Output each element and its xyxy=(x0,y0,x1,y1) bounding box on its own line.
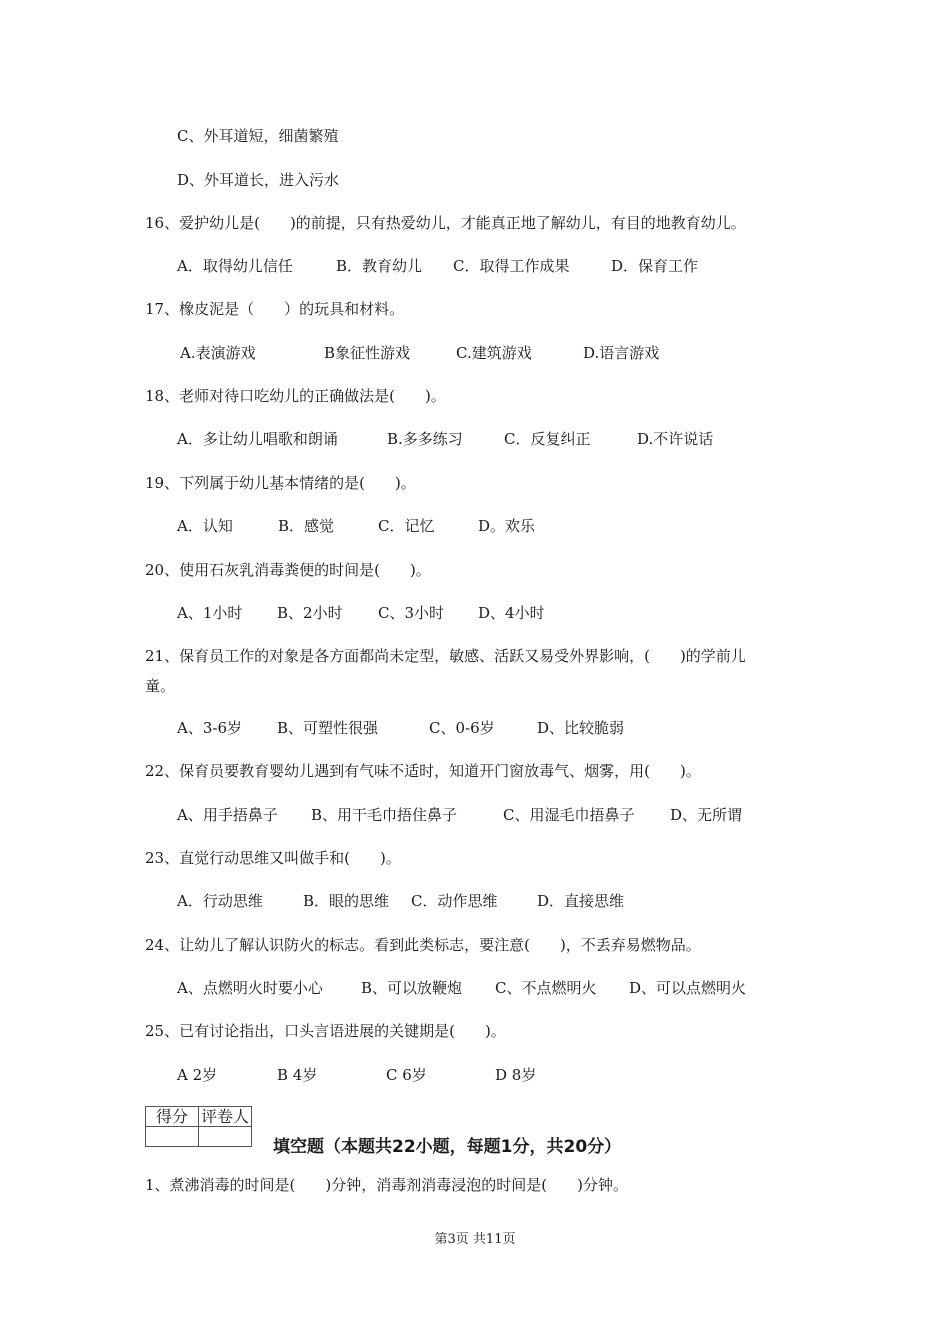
q18-option-b: B.多多练习 xyxy=(387,430,463,448)
fill-question-1: 1、煮沸消毒的时间是( )分钟，消毒剂消毒浸泡的时间是( )分钟。 xyxy=(145,1176,628,1194)
q23-option-c: C．动作思维 xyxy=(411,892,498,910)
q21-stem-continued: 童。 xyxy=(145,677,176,695)
q18-stem: 18、老师对待口吃幼儿的正确做法是( )。 xyxy=(145,387,446,405)
q23-option-a: A．行动思维 xyxy=(177,892,263,910)
page-footer: 第3页 共11页 xyxy=(434,1232,516,1247)
q25-option-a: A 2岁 xyxy=(177,1066,218,1084)
q16-option-d: D．保育工作 xyxy=(611,257,699,275)
q16-option-a: A．取得幼儿信任 xyxy=(177,257,293,275)
q20-option-d: D、4小时 xyxy=(478,604,545,622)
score-table-empty-row xyxy=(146,1127,252,1147)
q22-option-d: D、无所谓 xyxy=(670,806,743,824)
q25-option-b: B 4岁 xyxy=(277,1066,318,1084)
q19-stem: 19、下列属于幼儿基本情绪的是( )。 xyxy=(145,474,416,492)
q23-stem: 23、直觉行动思维又叫做手和( )。 xyxy=(145,849,401,867)
q15-option-c: C、外耳道短，细菌繁殖 xyxy=(177,127,339,145)
q17-option-d: D.语言游戏 xyxy=(583,344,660,362)
reviewer-cell xyxy=(199,1127,252,1147)
q17-option-c: C.建筑游戏 xyxy=(456,344,532,362)
q20-option-c: C、3小时 xyxy=(378,604,445,622)
score-label: 得分 xyxy=(146,1107,199,1127)
q22-option-c: C、用湿毛巾捂鼻子 xyxy=(503,806,635,824)
score-cell xyxy=(146,1127,199,1147)
reviewer-label: 评卷人 xyxy=(199,1107,252,1127)
q25-option-d: D 8岁 xyxy=(495,1066,537,1084)
q24-option-a: A、点燃明火时要小心 xyxy=(177,979,323,997)
q22-option-a: A、用手捂鼻子 xyxy=(177,806,278,824)
q19-option-a: A．认知 xyxy=(177,517,233,535)
q21-option-c: C、0-6岁 xyxy=(429,719,495,737)
q21-option-a: A、3-6岁 xyxy=(177,719,242,737)
q22-option-b: B、用干毛巾捂住鼻子 xyxy=(311,806,458,824)
q21-stem: 21、保育员工作的对象是各方面都尚未定型，敏感、活跃又易受外界影响，( )的学前儿 xyxy=(145,647,746,665)
q23-option-b: B．眼的思维 xyxy=(303,892,390,910)
q19-option-d: D。欢乐 xyxy=(478,517,536,535)
q25-stem: 25、已有讨论指出，口头言语进展的关键期是( )。 xyxy=(145,1022,506,1040)
q24-option-c: C、不点燃明火 xyxy=(495,979,597,997)
q20-option-a: A、1小时 xyxy=(177,604,243,622)
q18-option-a: A．多让幼儿唱歌和朗诵 xyxy=(177,430,338,448)
q21-option-b: B、可塑性很强 xyxy=(277,719,379,737)
q24-stem: 24、让幼儿了解认识防火的标志。看到此类标志，要注意( )，不丢弃易燃物品。 xyxy=(145,936,701,954)
q19-option-b: B．感觉 xyxy=(278,517,335,535)
section-title: 填空题（本题共22小题，每题1分，共20分） xyxy=(273,1137,622,1157)
q20-stem: 20、使用石灰乳消毒粪便的时间是( )。 xyxy=(145,561,431,579)
q18-option-d: D.不许说话 xyxy=(637,430,714,448)
q17-option-a: A.表演游戏 xyxy=(180,344,256,362)
q16-stem: 16、爱护幼儿是( )的前提，只有热爱幼儿，才能真正地了解幼儿，有目的地教育幼儿。 xyxy=(145,214,746,232)
q19-option-c: C．记忆 xyxy=(378,517,435,535)
q22-stem: 22、保育员要教育婴幼儿遇到有气味不适时，知道开门窗放毒气、烟雾，用( )。 xyxy=(145,762,701,780)
q16-option-c: C．取得工作成果 xyxy=(453,257,570,275)
q21-option-d: D、比较脆弱 xyxy=(537,719,625,737)
q25-option-c: C 6岁 xyxy=(386,1066,427,1084)
q15-option-d: D、外耳道长，进入污水 xyxy=(177,171,340,189)
q24-option-d: D、可以点燃明火 xyxy=(629,979,747,997)
q18-option-c: C．反复纠正 xyxy=(504,430,591,448)
score-table-header-row xyxy=(146,1107,252,1127)
q17-option-b: B象征性游戏 xyxy=(324,344,411,362)
score-table xyxy=(145,1106,252,1147)
q17-stem: 17、橡皮泥是（ ）的玩具和材料。 xyxy=(145,300,405,318)
q24-option-b: B、可以放鞭炮 xyxy=(361,979,463,997)
q16-option-b: B．教育幼儿 xyxy=(336,257,423,275)
q23-option-d: D．直接思维 xyxy=(537,892,625,910)
q20-option-b: B、2小时 xyxy=(277,604,343,622)
